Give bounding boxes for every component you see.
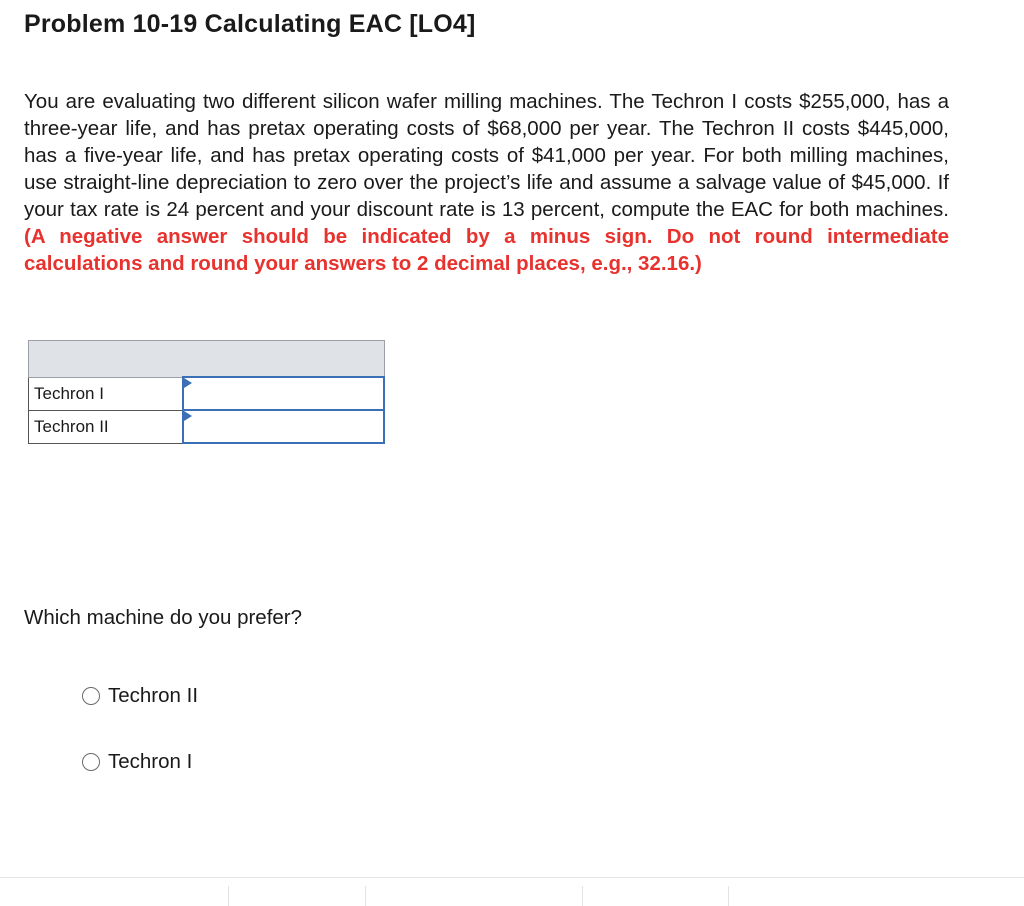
techron-ii-eac-input[interactable] [184, 412, 383, 442]
bottom-navigation-bar [0, 877, 1024, 906]
preference-question: Which machine do you prefer? [24, 606, 303, 629]
divider [728, 886, 729, 906]
problem-body: You are evaluating two different silicon wafer milling machines. The Techron I costs $255,000, has a three-year life, and has pretax operating costs of $68,000 per year. The Techron II costs $445,000, has a five-year life, and has pretax operating costs of $41,000 per year. For both milling machines, use straight-line depreciation to zero over the project’s life and assume a salvage value of $45,000. If your tax rate is 24 percent and your discount rate is 13 percent, compute the EAC for both machines. [24, 90, 949, 221]
divider [365, 886, 366, 906]
row-label-techron-i: Techron I [29, 377, 184, 410]
problem-statement [24, 88, 949, 277]
table-header-row [29, 341, 385, 378]
techron-i-input-cell [183, 377, 384, 410]
table-row [29, 410, 385, 443]
techron-i-eac-input[interactable] [184, 379, 383, 409]
divider [582, 886, 583, 906]
option-label: Techron II [108, 684, 199, 707]
problem-title: Problem 10-19 Calculating EAC [LO4] [24, 10, 476, 38]
problem-instructions: (A negative answer should be indicated by a minus sign. Do not round intermediate calculations and round your answers to 2 decimal places, e.g., 32.16.) [24, 225, 949, 275]
radio-button-icon[interactable] [82, 687, 100, 705]
divider [228, 886, 229, 906]
input-flag-icon [184, 378, 192, 388]
radio-button-icon[interactable] [82, 753, 100, 771]
table-row [29, 377, 385, 410]
input-flag-icon [184, 411, 192, 421]
row-label-techron-ii: Techron II [29, 410, 184, 443]
option-techron-ii[interactable] [82, 684, 198, 708]
option-label: Techron I [108, 750, 193, 773]
table-header [29, 341, 385, 378]
option-techron-i[interactable] [82, 750, 192, 774]
eac-answer-table [28, 340, 385, 444]
techron-ii-input-cell [183, 410, 384, 443]
